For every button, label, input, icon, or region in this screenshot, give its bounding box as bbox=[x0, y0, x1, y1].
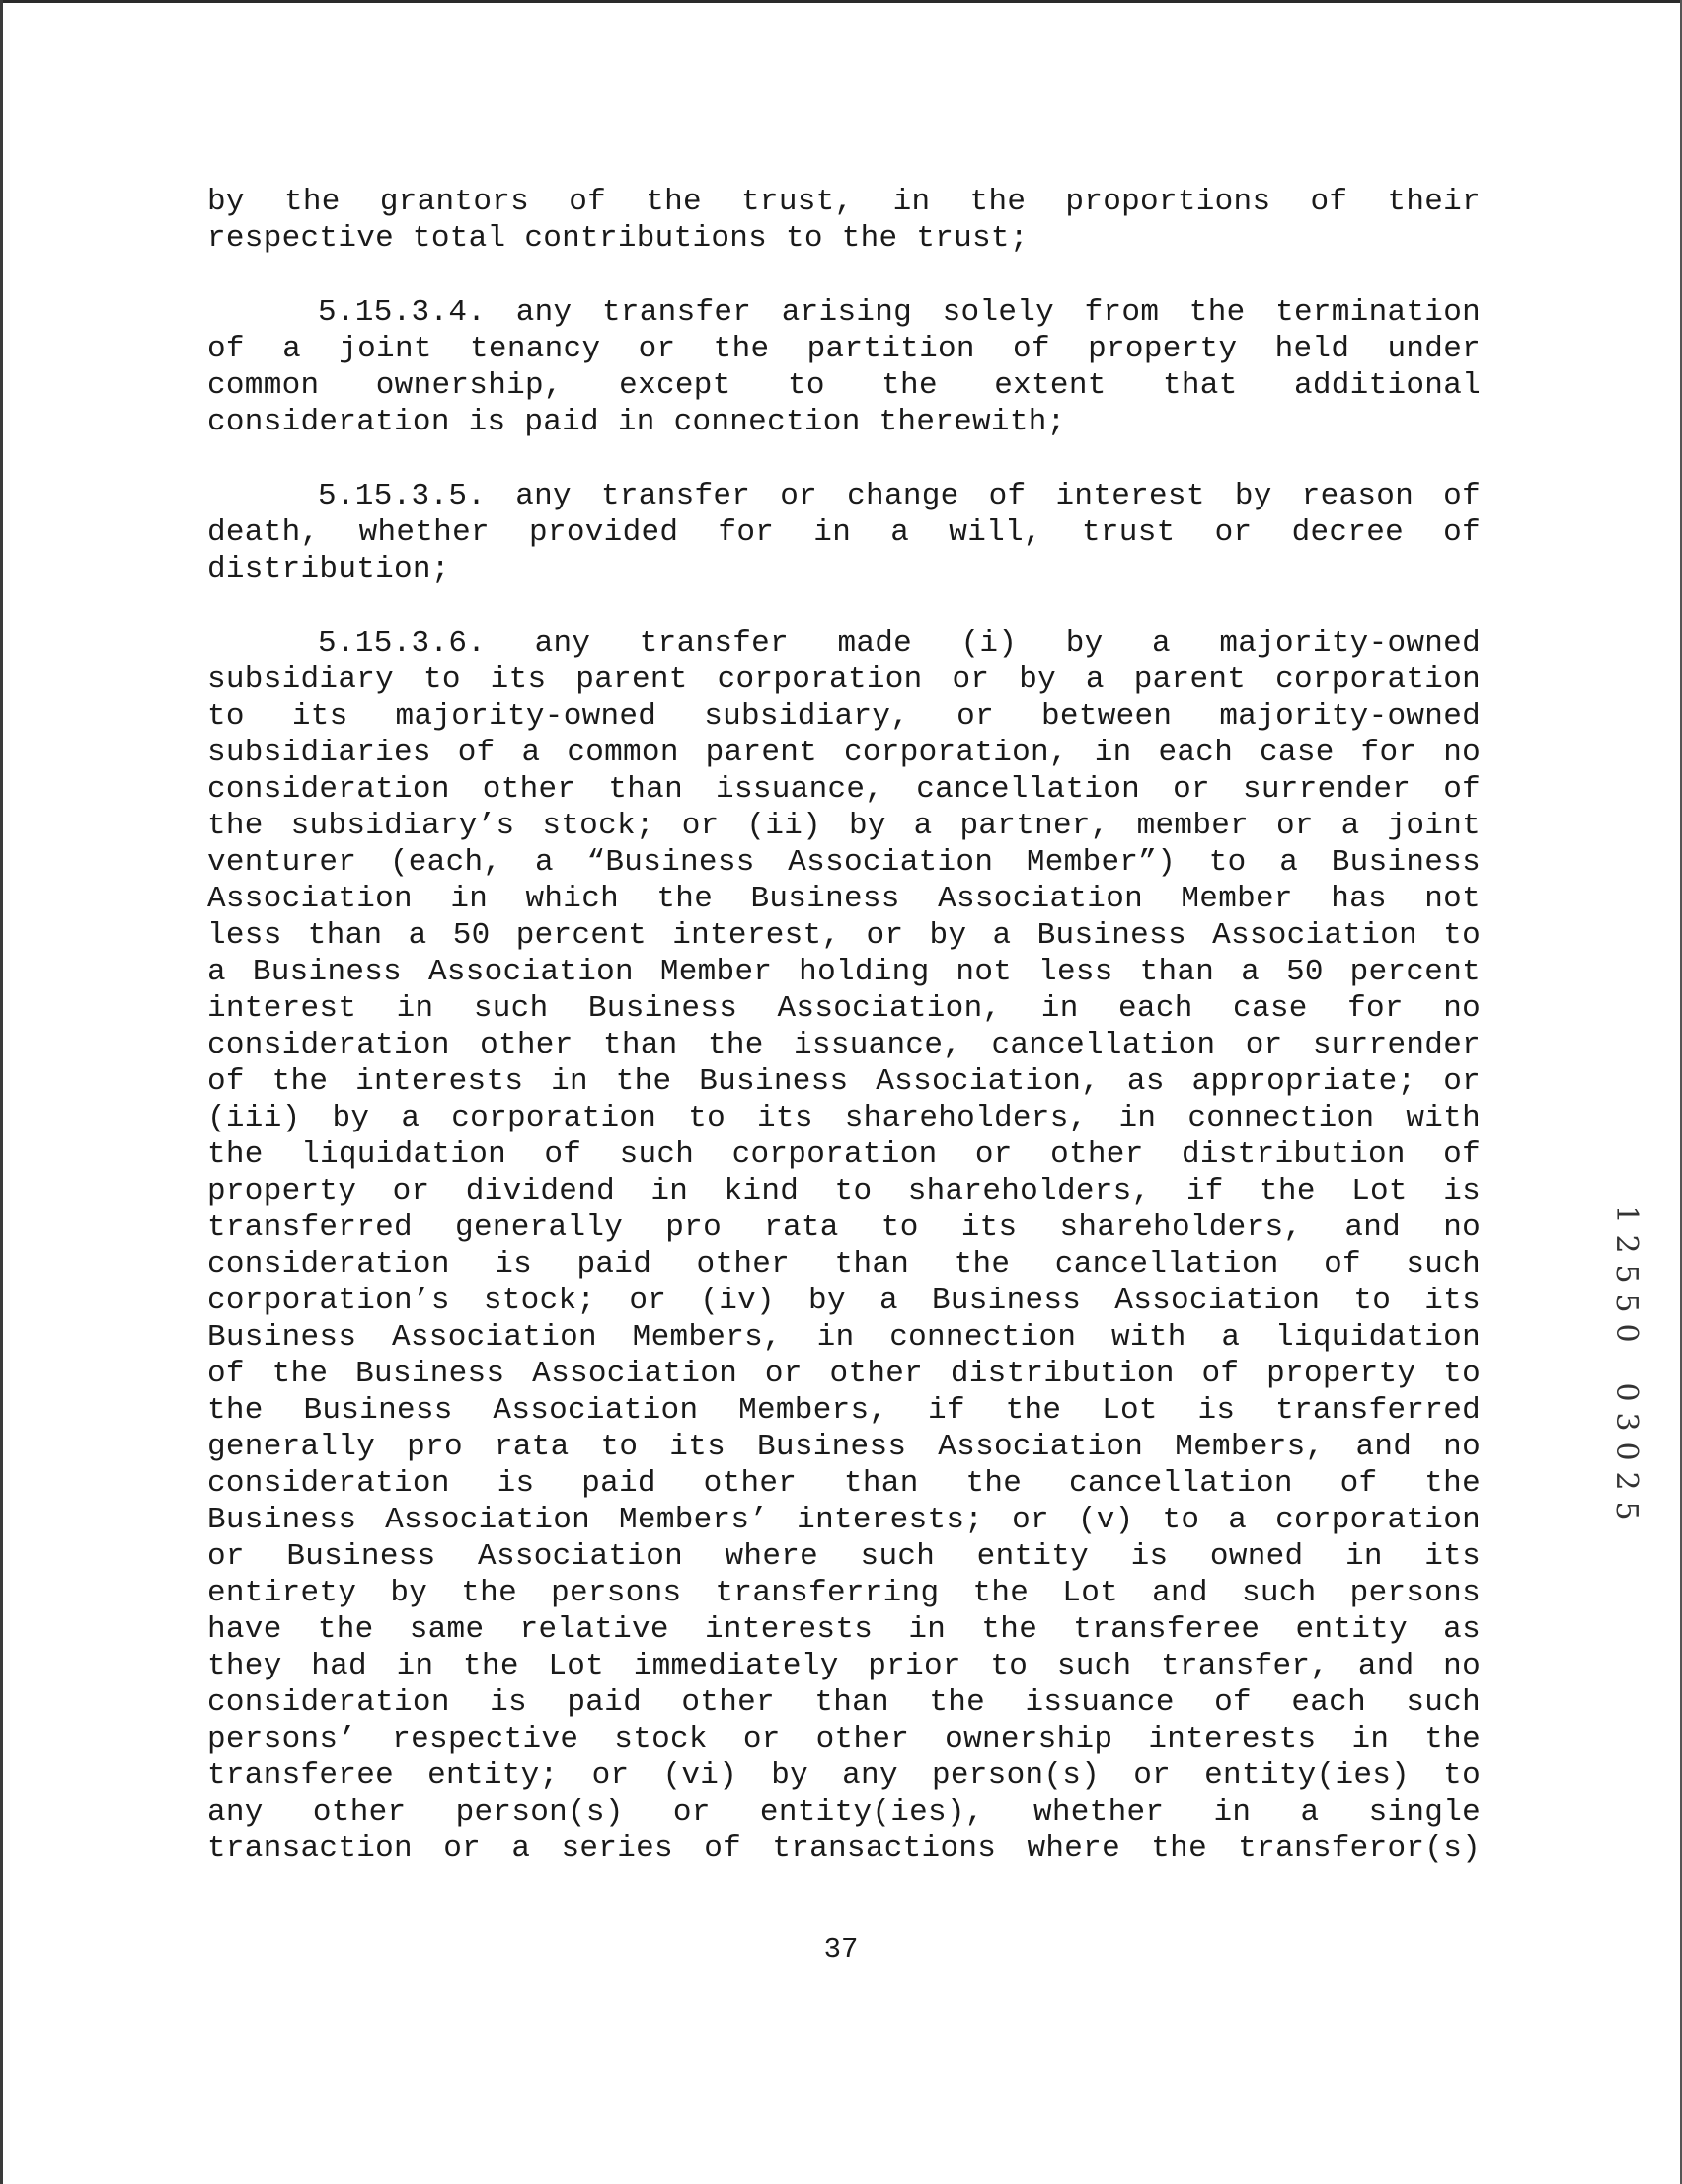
text-line: Business Association Members, in connection with a liquidation bbox=[207, 1320, 1481, 1355]
text-line: of the interests in the Business Association, as appropriate; or bbox=[207, 1064, 1481, 1099]
text-line: venturer (each, a “Business Association Member”) to a Business bbox=[207, 845, 1481, 880]
paragraph-5-15-3-6 bbox=[207, 625, 1481, 1867]
text-line: consideration is paid other than the issuance of each such bbox=[207, 1685, 1481, 1720]
left-scan-edge bbox=[0, 0, 3, 2184]
text-line: the Business Association Members, if the Lot is transferred bbox=[207, 1393, 1481, 1428]
text-line: consideration other than the issuance, cancellation or surrender bbox=[207, 1028, 1481, 1062]
paragraph-5-15-3-5 bbox=[207, 478, 1481, 587]
page-number: 37 bbox=[823, 1933, 859, 1966]
text-line: Association in which the Business Association Member has not bbox=[207, 882, 1481, 916]
text-line: any other person(s) or entity(ies), whether in a single bbox=[207, 1795, 1481, 1830]
bates-stamp-char: 3 bbox=[1609, 1412, 1644, 1432]
text-line: (iii) by a corporation to its shareholders, in connection with bbox=[207, 1101, 1481, 1135]
text-line: the subsidiary’s stock; or (ii) by a partner, member or a joint bbox=[207, 809, 1481, 843]
text-line: consideration is paid in connection therewith; bbox=[207, 405, 1066, 439]
text-line: consideration is paid other than the cancellation of the bbox=[207, 1466, 1481, 1501]
bates-stamp-char: 2 bbox=[1609, 1234, 1644, 1254]
text-line: entirety by the persons transferring the Lot and such persons bbox=[207, 1576, 1481, 1610]
text-line: 5.15.3.5. any transfer or change of interest by reason of bbox=[318, 479, 1481, 513]
bates-stamp-char: 5 bbox=[1609, 1264, 1644, 1284]
text-line: less than a 50 percent interest, or by a Business Association to bbox=[207, 918, 1481, 953]
bates-stamp bbox=[1606, 1200, 1645, 1525]
text-line: property or dividend in kind to shareholders, if the Lot is bbox=[207, 1174, 1481, 1209]
bates-stamp-char: 0 bbox=[1609, 1442, 1644, 1461]
text-line: 5.15.3.6. any transfer made (i) by a majority-owned bbox=[318, 626, 1481, 661]
document-body bbox=[207, 184, 1481, 1905]
text-line: distribution; bbox=[207, 552, 450, 586]
text-line: a Business Association Member holding not less than a 50 percent bbox=[207, 955, 1481, 989]
text-line: Business Association Members’ interests; or (v) to a corporation bbox=[207, 1503, 1481, 1537]
text-line: death, whether provided for in a will, trust or decree of bbox=[207, 515, 1481, 550]
bates-stamp-char: 1 bbox=[1609, 1205, 1644, 1224]
bates-stamp-char: 5 bbox=[1609, 1293, 1644, 1313]
bates-stamp-char: 0 bbox=[1609, 1382, 1644, 1402]
text-line: respective total contributions to the trust; bbox=[207, 221, 1029, 256]
paragraph-continuation bbox=[207, 184, 1481, 257]
top-scan-edge bbox=[0, 0, 1682, 3]
bates-stamp-char: 2 bbox=[1609, 1471, 1644, 1491]
text-line: of a joint tenancy or the partition of property held under bbox=[207, 332, 1481, 366]
text-line: subsidiaries of a common parent corporation, in each case for no bbox=[207, 736, 1481, 770]
text-line: interest in such Business Association, in each case for no bbox=[207, 991, 1481, 1026]
text-line: of the Business Association or other distribution of property to bbox=[207, 1357, 1481, 1391]
bates-stamp-char: 0 bbox=[1609, 1323, 1644, 1343]
text-line: have the same relative interests in the transferee entity as bbox=[207, 1612, 1481, 1647]
text-line: by the grantors of the trust, in the proportions of their bbox=[207, 185, 1481, 219]
text-line: they had in the Lot immediately prior to such transfer, and no bbox=[207, 1649, 1481, 1683]
text-line: 5.15.3.4. any transfer arising solely from the termination bbox=[318, 295, 1481, 330]
text-line: or Business Association where such entity is owned in its bbox=[207, 1539, 1481, 1574]
text-line: transferred generally pro rata to its shareholders, and no bbox=[207, 1210, 1481, 1245]
text-line: to its majority-owned subsidiary, or between majority-owned bbox=[207, 699, 1481, 734]
text-line: generally pro rata to its Business Association Members, and no bbox=[207, 1430, 1481, 1464]
text-line: corporation’s stock; or (iv) by a Business Association to its bbox=[207, 1284, 1481, 1318]
text-line: the liquidation of such corporation or other distribution of bbox=[207, 1137, 1481, 1172]
text-line: consideration is paid other than the cancellation of such bbox=[207, 1247, 1481, 1282]
text-line: transferee entity; or (vi) by any person(s) or entity(ies) to bbox=[207, 1758, 1481, 1793]
text-line: consideration other than issuance, cancellation or surrender of bbox=[207, 772, 1481, 807]
paragraph-5-15-3-4 bbox=[207, 294, 1481, 440]
text-line: persons’ respective stock or other ownership interests in the bbox=[207, 1722, 1481, 1756]
bates-stamp-char: 5 bbox=[1609, 1501, 1644, 1521]
text-line: transaction or a series of transactions where the transferor(s) bbox=[207, 1832, 1481, 1866]
text-line: subsidiary to its parent corporation or by a parent corporation bbox=[207, 663, 1481, 697]
text-line: common ownership, except to the extent that additional bbox=[207, 368, 1481, 403]
